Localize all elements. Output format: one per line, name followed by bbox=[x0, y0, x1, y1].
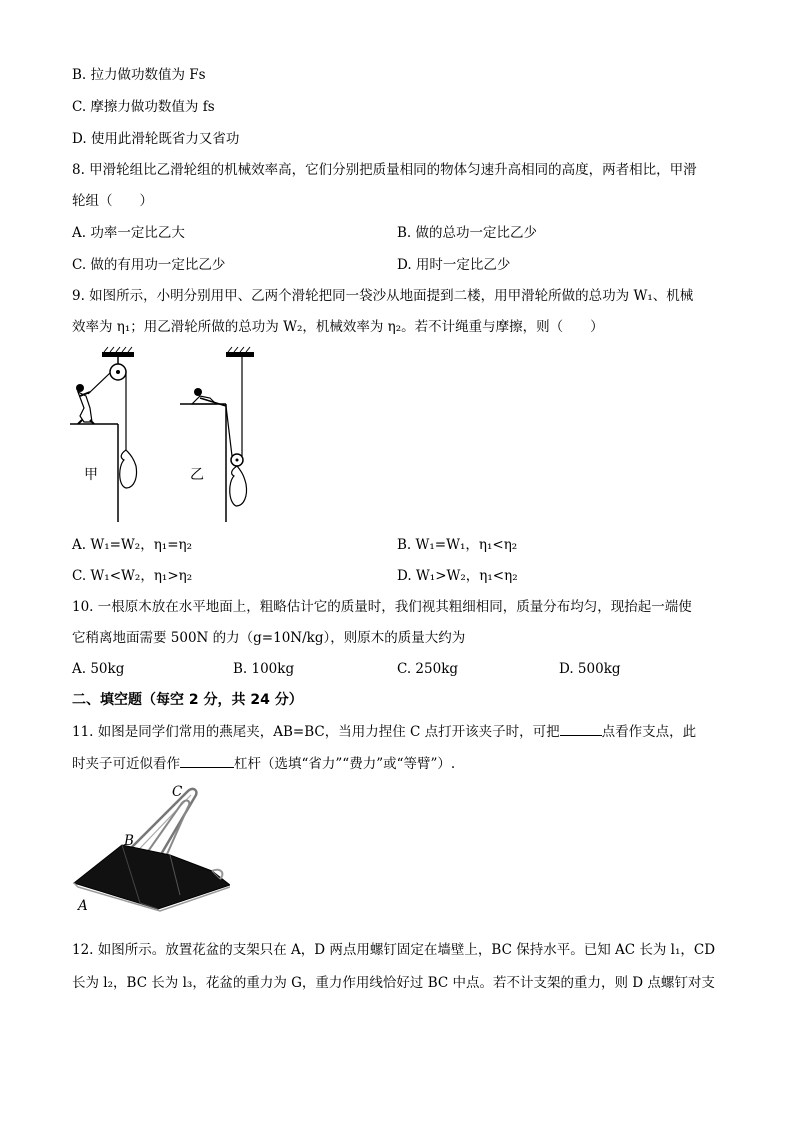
point-c-label: C bbox=[172, 784, 183, 800]
q11-stem-part4: 杠杆（选填“省力”“费力”或“等臂”）. bbox=[234, 756, 456, 772]
sand-bag-yi bbox=[230, 466, 247, 506]
q10-stem-line2: 它稍离地面需要 500N 的力（g=10N/kg），则原木的质量大约为 bbox=[72, 630, 466, 646]
q8-option-d: D. 用时一定比乙少 bbox=[397, 257, 511, 273]
q10-option-b: B. 100kg bbox=[233, 661, 295, 677]
q11-stem-part2: 点看作支点，此 bbox=[601, 724, 697, 740]
q9-option-a: A. W₁=W₂，η₁=η₂ bbox=[72, 537, 193, 553]
label-jia: 甲 bbox=[84, 467, 98, 483]
q11-stem-part1: 11. 如图是同学们常用的燕尾夹，AB=BC，当用力捏住 C 点打开该夹子时，可把 bbox=[72, 724, 560, 740]
label-yi: 乙 bbox=[190, 467, 204, 483]
answer-blank-1[interactable] bbox=[560, 723, 602, 736]
q10-stem-line1: 10. 一根原木放在水平地面上，粗略估计它的质量时，我们视其粗细相同，质量分布均匀，现抬起一端使 bbox=[72, 599, 692, 615]
q10-option-c: C. 250kg bbox=[397, 661, 459, 677]
person-jia bbox=[76, 384, 94, 424]
q11-stem-line1 bbox=[72, 723, 696, 741]
q10-option-d: D. 500kg bbox=[559, 661, 621, 677]
pulley-figure bbox=[70, 346, 260, 526]
q8-option-a: A. 功率一定比乙大 bbox=[72, 225, 185, 241]
point-a-label: A bbox=[78, 898, 88, 914]
q10-option-a: A. 50kg bbox=[72, 661, 125, 677]
q7-option-b: B. 拉力做功数值为 Fs bbox=[72, 67, 206, 83]
binder-clip-figure bbox=[70, 783, 230, 918]
ceiling-jia bbox=[102, 347, 134, 357]
q11-stem-line2 bbox=[72, 755, 455, 773]
q12-stem-line1: 12. 如图所示。放置花盆的支架只在 A，D 两点用螺钉固定在墙壁上，BC 保持水平。已知 AC 长为 l₁，CD bbox=[72, 942, 716, 958]
q9-option-d: D. W₁>W₂，η₁<η₂ bbox=[397, 568, 518, 584]
q8-option-b: B. 做的总功一定比乙少 bbox=[397, 225, 538, 241]
q9-option-c: C. W₁<W₂，η₁>η₂ bbox=[72, 568, 193, 584]
q12-stem-line2: 长为 l₂，BC 长为 l₃，花盆的重力为 G，重力作用线恰好过 BC 中点。若不计支架的重力，则 D 点螺钉对支 bbox=[72, 975, 715, 991]
clip-body bbox=[74, 845, 230, 909]
q11-stem-part3: 时夹子可近似看作 bbox=[72, 756, 180, 772]
answer-blank-2[interactable] bbox=[180, 755, 234, 768]
q9-stem-line2: 效率为 η₁；用乙滑轮所做的总功为 W₂，机械效率为 η₂。若不计绳重与摩擦，则（ ） bbox=[72, 319, 604, 335]
sand-bag-jia bbox=[120, 450, 137, 488]
section-heading: 二、填空题（每空 2 分，共 24 分） bbox=[72, 692, 303, 708]
q9-stem-line1: 9. 如图所示，小明分别用甲、乙两个滑轮把同一袋沙从地面提到二楼，用甲滑轮所做的总功为 W₁、机械 bbox=[72, 288, 694, 304]
q8-stem-line1: 8. 甲滑轮组比乙滑轮组的机械效率高，它们分别把质量相同的物体匀速升高相同的高度，两者相比，甲滑 bbox=[72, 162, 697, 178]
q8-option-c: C. 做的有用功一定比乙少 bbox=[72, 257, 226, 273]
q8-stem-line2: 轮组（ ） bbox=[72, 193, 153, 209]
ceiling-yi bbox=[226, 347, 254, 357]
q7-option-d: D. 使用此滑轮既省力又省功 bbox=[72, 131, 240, 147]
point-b-label: B bbox=[124, 833, 134, 849]
q7-option-c: C. 摩擦力做功数值为 fs bbox=[72, 99, 215, 115]
q9-option-b: B. W₁=W₁，η₁<η₂ bbox=[397, 537, 518, 553]
